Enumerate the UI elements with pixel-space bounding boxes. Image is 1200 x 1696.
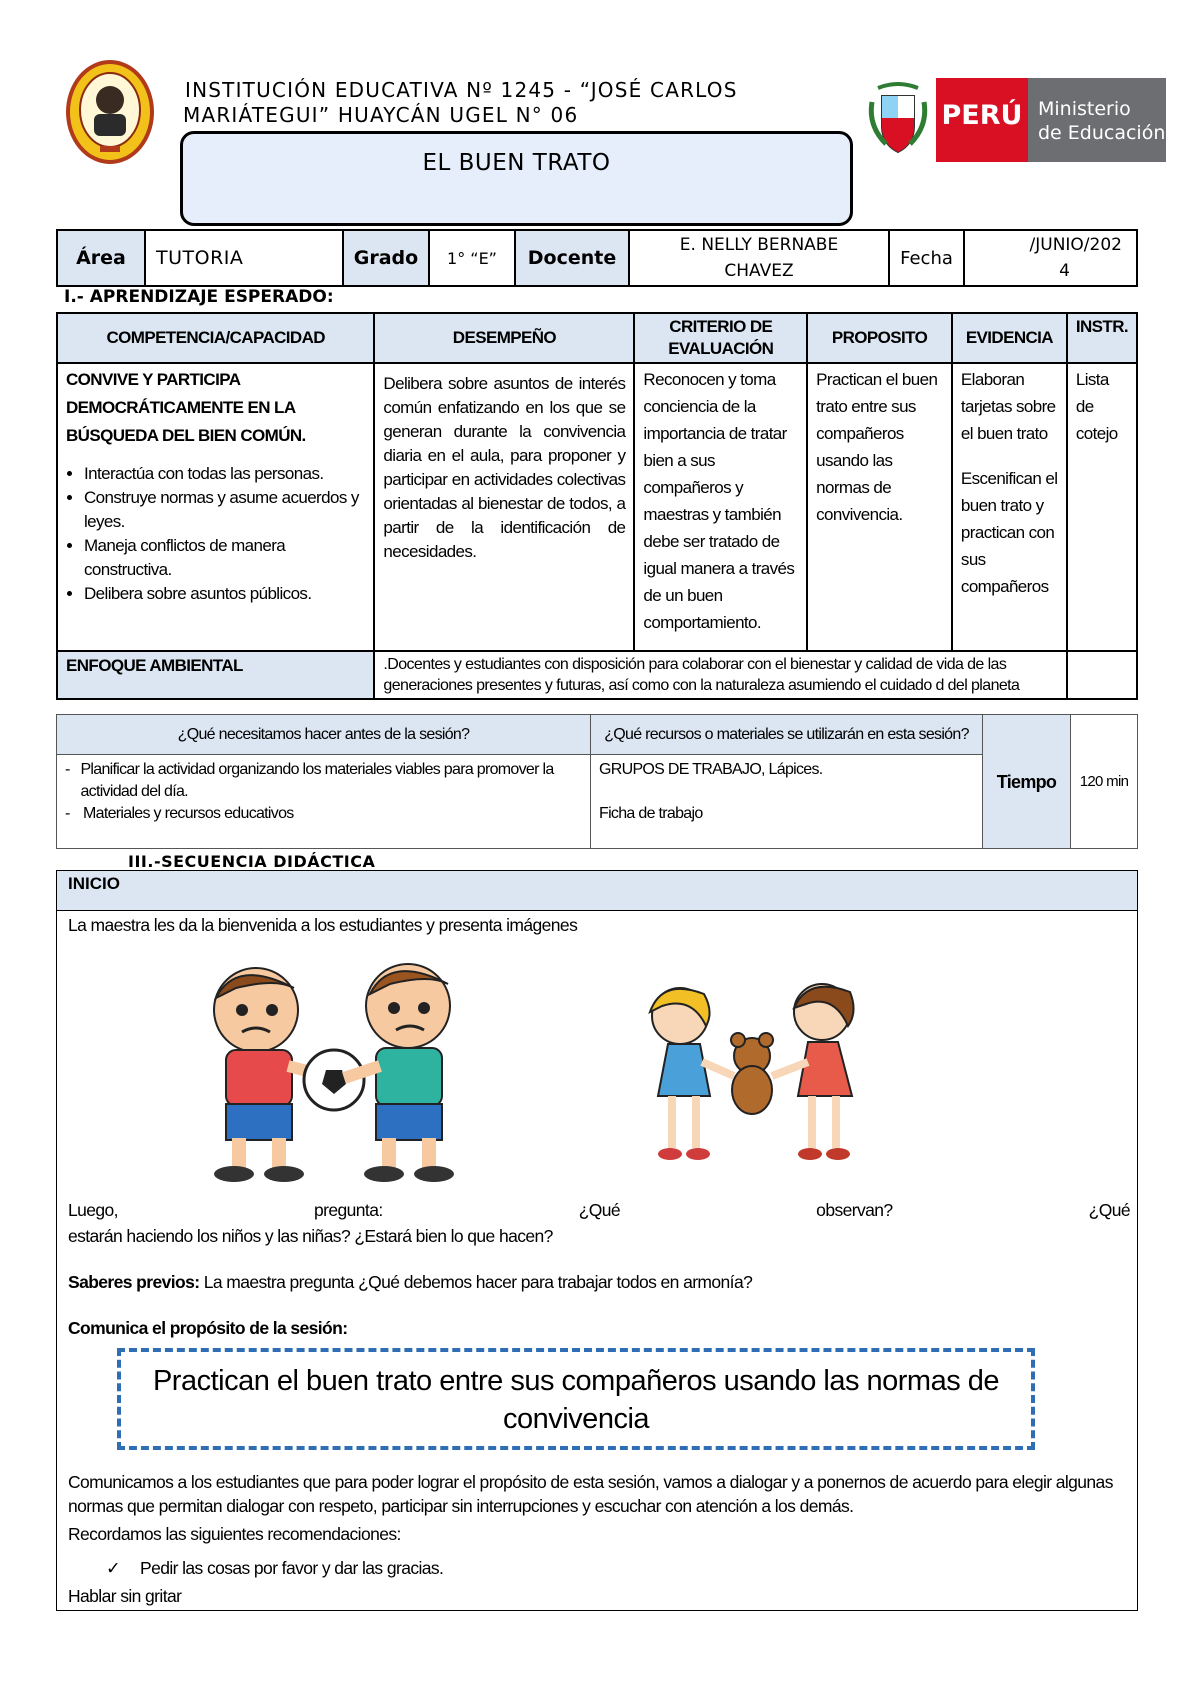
evidencia-2: Escenifican el buen trato y practican con sus compañeros: [960, 469, 1058, 596]
criterio-cell: Reconocen y toma conciencia de la importancia de tratar bien a sus compañeros y maestras y también debe ser tratado de igual manera a través de un buen comportamiento.: [634, 363, 807, 651]
header-criterio: CRITERIO DE EVALUACIÓN: [634, 313, 807, 363]
tiempo-value: 120 min: [1071, 715, 1138, 849]
institution-name: [185, 78, 825, 128]
institution-line-1: INSTITUCIÓN EDUCATIVA Nº 1245 - “JOSÉ CARLOS: [185, 78, 738, 102]
section-1-title: I.- APRENDIZAJE ESPERADO:: [64, 287, 334, 307]
peru-coat-of-arms-icon: [868, 82, 928, 156]
header-desempeno: DESEMPEÑO: [374, 313, 634, 363]
question-text: [68, 1197, 1130, 1249]
area-value: TUTORIA: [145, 230, 343, 286]
docente-line-2: CHAVEZ: [724, 261, 794, 281]
competencia-cell: [57, 363, 374, 651]
question-line-2: estarán haciendo los niños y las niñas? ¿Estará bien lo que hacen?: [68, 1226, 553, 1246]
section-3-title: III.-SECUENCIA DIDÁCTICA: [128, 852, 376, 871]
enfoque-label: [57, 651, 374, 699]
question-line-1: Luego, pregunta: ¿Qué observan? ¿Qué: [68, 1200, 1130, 1220]
capacidad-item: • Construye normas y asume acuerdos y leyes.: [84, 486, 365, 534]
enfoque-empty: [1067, 651, 1137, 699]
comunica-label: Comunica el propósito de la sesión:: [68, 1318, 348, 1338]
recomendacion-2: Hablar sin gritar: [68, 1586, 182, 1606]
evidencia-1: Elaboran tarjetas sobre el buen trato: [960, 370, 1056, 443]
saberes-text: La maestra pregunta ¿Qué debemos hacer para trabajar todos en armonía?: [199, 1272, 753, 1292]
docente-value: [629, 230, 889, 286]
recomendacion-1: ✓ Pedir las cosas por favor y dar las gracias.: [106, 1558, 444, 1578]
competencia-title: CONVIVE Y PARTICIPA DEMOCRÁTICAMENTE EN LA BÚSQUEDA DEL BIEN COMÚN.: [66, 370, 306, 445]
recursos-table: [56, 714, 1138, 849]
intro-text: La maestra les da la bienvenida a los estudiantes y presenta imágenes: [68, 915, 578, 935]
antes-item: - Planificar la actividad organizando los materiales viables para promover la actividad del día.: [65, 761, 554, 800]
recursos-line-2: Ficha de trabajo: [599, 805, 703, 822]
recursos-cell: [591, 755, 983, 849]
school-logo: [64, 60, 156, 168]
header-competencia: COMPETENCIA/CAPACIDAD: [57, 313, 374, 363]
tiempo-label-text: Tiempo: [996, 771, 1057, 792]
fecha-line-2: 4: [1059, 261, 1070, 281]
header-antes: ¿Qué necesitamos hacer antes de la sesión?: [57, 715, 591, 755]
enfoque-text: .Docentes y estudiantes con disposición para colaborar con el bienestar y calidad de vida de las generaciones presentes y futuras, así como con la naturaleza asumiendo el cuidado d del planeta: [374, 651, 1066, 699]
capacidad-item: • Maneja conflictos de manera constructiva.: [84, 534, 365, 582]
purpose-box: [117, 1348, 1035, 1450]
ministry-line-2: de Educación: [1038, 122, 1166, 144]
check-icon: ✓: [106, 1558, 121, 1578]
capacidad-item: • Delibera sobre asuntos públicos.: [84, 582, 365, 606]
saberes-previos: [68, 1272, 752, 1293]
ministry-logo: [936, 78, 1166, 162]
capacidades-list: [66, 462, 365, 606]
area-label: Área: [57, 230, 145, 286]
peru-red-block: [936, 78, 1028, 162]
fecha-line-1: /JUNIO/202: [1029, 235, 1122, 255]
title-box: [180, 131, 853, 226]
capacidad-item: • Interactúa con todas las personas.: [84, 462, 365, 486]
recursos-line-1: GRUPOS DE TRABAJO, Lápices.: [599, 761, 823, 778]
purpose-text: Practican el buen trato entre sus compañeros usando las normas de convivencia: [152, 1365, 1000, 1435]
header-proposito: PROPOSITO: [807, 313, 952, 363]
fecha-value: [964, 230, 1137, 286]
grado-label: Grado: [343, 230, 429, 286]
comunicamos-text: Comunicamos a los estudiantes que para poder lograr el propósito de esta sesión, vamos a dialogar y a ponernos de acuerdo para elegir algunas normas que permitan dialogar con respeto, participar sin interrupciones y escuchar con atención a los demás.: [68, 1472, 1113, 1516]
inicio-label: INICIO: [68, 874, 120, 893]
antes-cell: [57, 755, 591, 849]
docente-line-1: E. NELLY BERNABE: [679, 235, 839, 255]
instr-cell: Lista de cotejo: [1067, 363, 1137, 651]
header-evidencia: EVIDENCIA: [952, 313, 1067, 363]
page-title: EL BUEN TRATO: [422, 150, 611, 176]
fecha-label: Fecha: [889, 230, 964, 286]
peru-logo-text: PERÚ: [941, 100, 1023, 131]
docente-label: Docente: [515, 230, 629, 286]
ministry-line-1: Ministerio: [1038, 98, 1131, 120]
enfoque-label-text: ENFOQUE AMBIENTAL: [66, 656, 243, 675]
saberes-label: Saberes previos:: [68, 1272, 200, 1292]
info-table: [56, 229, 1138, 287]
competencias-table: [56, 312, 1138, 700]
grado-value: 1° “E”: [429, 230, 515, 286]
ministry-gray-block: [1028, 78, 1166, 162]
evidencia-cell: [952, 363, 1067, 651]
boys-fighting-illustration: [176, 958, 486, 1184]
desempeno-cell: Delibera sobre asuntos de interés común enfatizando en los que se generan durante la convivencia diaria en el aula, para proponer y participar en actividades colectivas orientadas al bienestar de todos, a partir de la identificación de necesidades.: [374, 363, 634, 651]
inicio-bar: [57, 871, 1137, 911]
girls-teddy-illustration: [622, 972, 888, 1172]
tiempo-label: [983, 715, 1071, 849]
recordamos-text: Recordamos las siguientes recomendaciones:: [68, 1524, 401, 1544]
header-recursos: ¿Qué recursos o materiales se utilizarán en esta sesión?: [591, 715, 983, 755]
institution-line-2: MARIÁTEGUI” HUAYCÁN UGEL N° 06: [183, 103, 579, 127]
header-instr: INSTR.: [1067, 313, 1137, 363]
antes-item: - Materiales y recursos educativos: [65, 805, 294, 822]
proposito-cell: Practican el buen trato entre sus compañeros usando las normas de convivencia.: [807, 363, 952, 651]
